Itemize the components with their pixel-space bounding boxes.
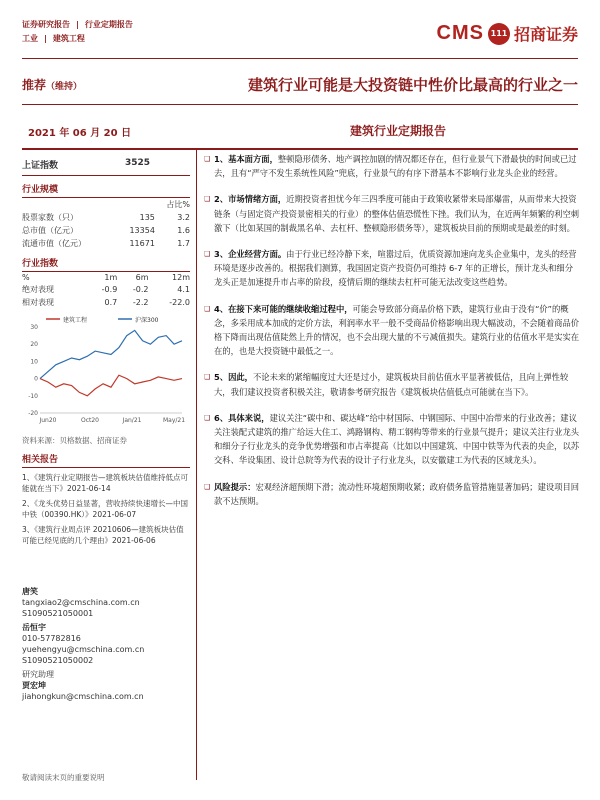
logo-badge-icon: 111 [488,23,510,45]
perf-header-cell: 12m [172,273,190,282]
table-row [22,296,190,309]
checkbox-bullet-icon: ❑ [204,155,211,163]
main-content [204,152,580,520]
point-body: 可能会导致部分商品价格下跌，建筑行业由于没有“价”的概念，多采用成本加成的定价方法，利润率水平一般不受商品价格影响出现大幅波动，不会随着商品价格下降而出现估值陡然上升的情况，也不会出现大量的不亏减值损失。建筑行业的估值水平是实实在在的，也是大投资链中最低之一。 [214,303,580,357]
y-tick-label: -20 [28,410,38,417]
analyst-block [22,586,190,619]
tag-sector: 工业 [22,34,38,43]
y-tick-label: 10 [30,358,38,366]
analyst-cert: S1090521050002 [22,656,94,665]
related-title: 相关报告 [22,452,190,468]
point-number: 6、 [214,412,229,423]
point-heading: 基本面方面， [228,154,278,164]
perf-title: 行业指数 [22,256,190,272]
related-report[interactable]: 2、《龙头优势日益显著，营收持续快速增长—中国中铁（00390.HK）》2021-06-07 [22,499,189,519]
point-body: 宏观经济超预期下滑；流动性环境超预期收紧；政府债务监管措施显著加码；建设项目回款不达预期。 [214,481,580,506]
sidebar [22,152,190,702]
y-tick-label: -10 [28,392,38,400]
scale-label: 股票家数（只） [22,213,78,222]
assistant-name: 贾宏坤 [22,681,46,690]
company-logo [437,22,578,45]
perf-header-cell: 1m [104,273,118,282]
key-point [204,152,580,180]
checkbox-bullet-icon: ❑ [204,195,211,204]
tag-type: 行业定期报告 [84,20,133,29]
x-tick-label: Jan/21 [122,417,142,424]
point-number: 5、 [214,372,229,383]
scale-label: 总市值（亿元） [22,226,78,235]
scale-table [22,198,190,250]
checkbox-bullet-icon: ❑ [204,304,211,313]
report-type: 建筑行业定期报告 [350,124,447,138]
analyst-block [22,622,190,666]
report-title: 建筑行业可能是大投资链中性价比最高的行业之一 [247,76,578,94]
perf-header-cell: 6m [135,273,149,282]
scale-label: 流通市值（亿元） [22,239,86,248]
point-body: 由于行业已经冷静下来，喧嚣过后，优质资源加速向龙头企业集中，龙头的经营环境是逐步改善的。根据我们测算，我国固定资产投资仍可维持 6-7 年的正增长，预计龙头和细分龙头正是加速提升市占率的阶段，疫情后期的继续去杠杆可能无法改变这些趋势。 [214,249,577,288]
checkbox-bullet-icon: ❑ [204,373,211,382]
analyst-name: 岳恒宇 [22,623,46,632]
x-tick-label: May/21 [162,417,186,424]
index-label: 上证指数 [22,161,59,171]
point-body: 整顿隐形债务、地产调控加剧的情况都还存在，但行业景气下滑最快的时间或已过去，且有“严守不发生系统性风险”兜底，行业景气的有序下滑基本不影响行业龙头企业的经营。 [214,154,577,179]
point-number: 4、 [214,303,229,314]
title-divider [22,104,578,105]
x-tick-label: Jun20 [39,417,57,424]
point-body: 近期投资者担忧今年三四季度可能由于政策收紧带来局部爆雷，从而带来大投资链条（与固定资产投资景密相关的行业）的整体估值恐慌性下挫。我们认为，在近两年频繁的利空刺激下（比如某国的制裁黑名单、去杠杆、整顿隐形债务等），建筑板块目前的预期或是最差的时刻。 [214,194,580,233]
column-divider [196,148,197,780]
key-point [204,192,580,235]
key-point [204,247,580,290]
perf-value: 0.7 [104,298,118,307]
assistant-email[interactable]: jiahongkun@cmschina.com.cn [22,692,144,701]
point-number: 1、 [214,154,229,164]
perf-header-cell: % [22,273,30,282]
analyst-name: 唐笑 [22,587,38,596]
index-row [22,152,190,176]
point-heading: 因此， [228,372,253,383]
table-header [22,272,190,283]
perf-table [22,272,190,309]
series-line [40,375,182,396]
point-heading: 在接下来可能的继续收缩过程中， [228,303,353,314]
scale-value: 135 [139,213,155,222]
y-tick-label: 20 [30,341,38,349]
index-chart [22,313,190,433]
related-list [22,472,190,546]
scale-share: 1.6 [177,226,190,235]
point-heading: 企业经营方面。 [228,249,287,260]
point-heading: 市场情绪方面， [228,194,287,205]
legend-label: 建筑工程 [63,317,88,324]
checkbox-bullet-icon: ❑ [204,250,211,259]
checkbox-bullet-icon: ❑ [204,482,211,491]
footer-note: 敬请阅读末页的重要说明 [22,773,105,782]
scale-share: 3.2 [177,213,190,222]
analyst-cert: S1090521050001 [22,609,94,618]
scale-value: 11671 [129,239,155,248]
rating-label: 推荐 [22,78,47,92]
perf-value: -0.9 [101,285,118,294]
x-tick-label: Oct20 [80,417,100,424]
scale-title: 行业规模 [22,182,190,198]
tag-report: 证券研究报告 [22,20,70,29]
chart-source: 资料来源：贝格数据、招商证券 [22,436,127,445]
logo-cn-text: 招商证券 [513,25,578,44]
checkbox-bullet-icon: ❑ [204,413,211,422]
perf-value: 4.1 [177,285,190,294]
scale-value: 13354 [129,226,155,235]
index-value: 3525 [124,158,150,168]
table-row [22,237,190,250]
point-number: 2、 [214,194,229,205]
rating-sub: （维持） [46,82,83,92]
line-chart [22,313,190,431]
key-point [204,302,580,359]
report-date: 2021 年 06 月 20 日 [28,128,132,139]
y-tick-label: 0 [34,375,38,383]
scale-share: 1.7 [177,239,190,248]
analyst-phone: 010-57782816 [22,634,81,643]
table-row [22,224,190,237]
table-row [22,283,190,296]
point-heading: 具体来说， [228,412,270,423]
series-line [40,330,182,378]
risk-warning [204,480,580,508]
point-body: 建议关注“碳中和、碳达峰”给中材国际、中钢国际、中国中冶带来的行业改善；建议关注装配式建筑的推广给远大住工、鸿路钢构、精工钢构等带来的行业景气提升；建议关注行业龙头和细分子行业龙头的竞争优势增强和市占率提高（比如以中国建筑、中国中铁等为代表的央企，以苏交科、华设集团、设计总院等为代表的设计子行业龙头，以安徽建工为代表的区域龙头）。 [214,412,580,466]
perf-value: -0.2 [132,285,149,294]
header-divider [22,58,578,59]
perf-label: 绝对表现 [22,285,54,294]
rating [22,76,82,93]
tag-separator: | [44,34,47,43]
section-divider [22,148,578,150]
y-tick-label: 30 [30,324,38,331]
perf-value: -2.2 [132,298,149,307]
analyst-email[interactable]: tangxiao2@cmschina.com.cn [22,598,140,607]
point-number: 3、 [214,249,229,260]
related-report[interactable]: 3、《建筑行业周点评 20210606—建筑板块估值可能已经见底的几个理由》2021-06-06 [22,525,184,545]
tag-separator: | [76,20,79,29]
point-heading: 风险提示： [214,481,256,492]
tag-industry: 建筑工程 [52,34,85,43]
assistant-block [22,669,190,702]
table-row [22,211,190,224]
related-report[interactable]: 1、《建筑行业定期报告—建筑板块估值维持低点可能就在当下》2021-06-14 [22,473,189,493]
logo-cms-text: CMS [436,22,484,44]
scale-unit: 占比% [166,200,190,209]
analyst-email[interactable]: yuehengyu@cmschina.com.cn [22,645,145,654]
point-body: 不论未来的紧缩幅度过大还是过小，建筑板块目前估值水平显著被低估，且向上弹性较大，我们建议投资者积极关注，敬请参考研究报告《建筑板块估值低点可能就在当下》。 [214,372,569,397]
key-point [204,411,580,468]
key-point [204,370,580,398]
perf-label: 相对表现 [22,298,54,307]
assistant-title: 研究助理 [22,670,54,679]
header-tags [22,18,133,46]
legend-label: 沪深300 [135,317,159,324]
perf-value: -22.0 [169,298,190,307]
